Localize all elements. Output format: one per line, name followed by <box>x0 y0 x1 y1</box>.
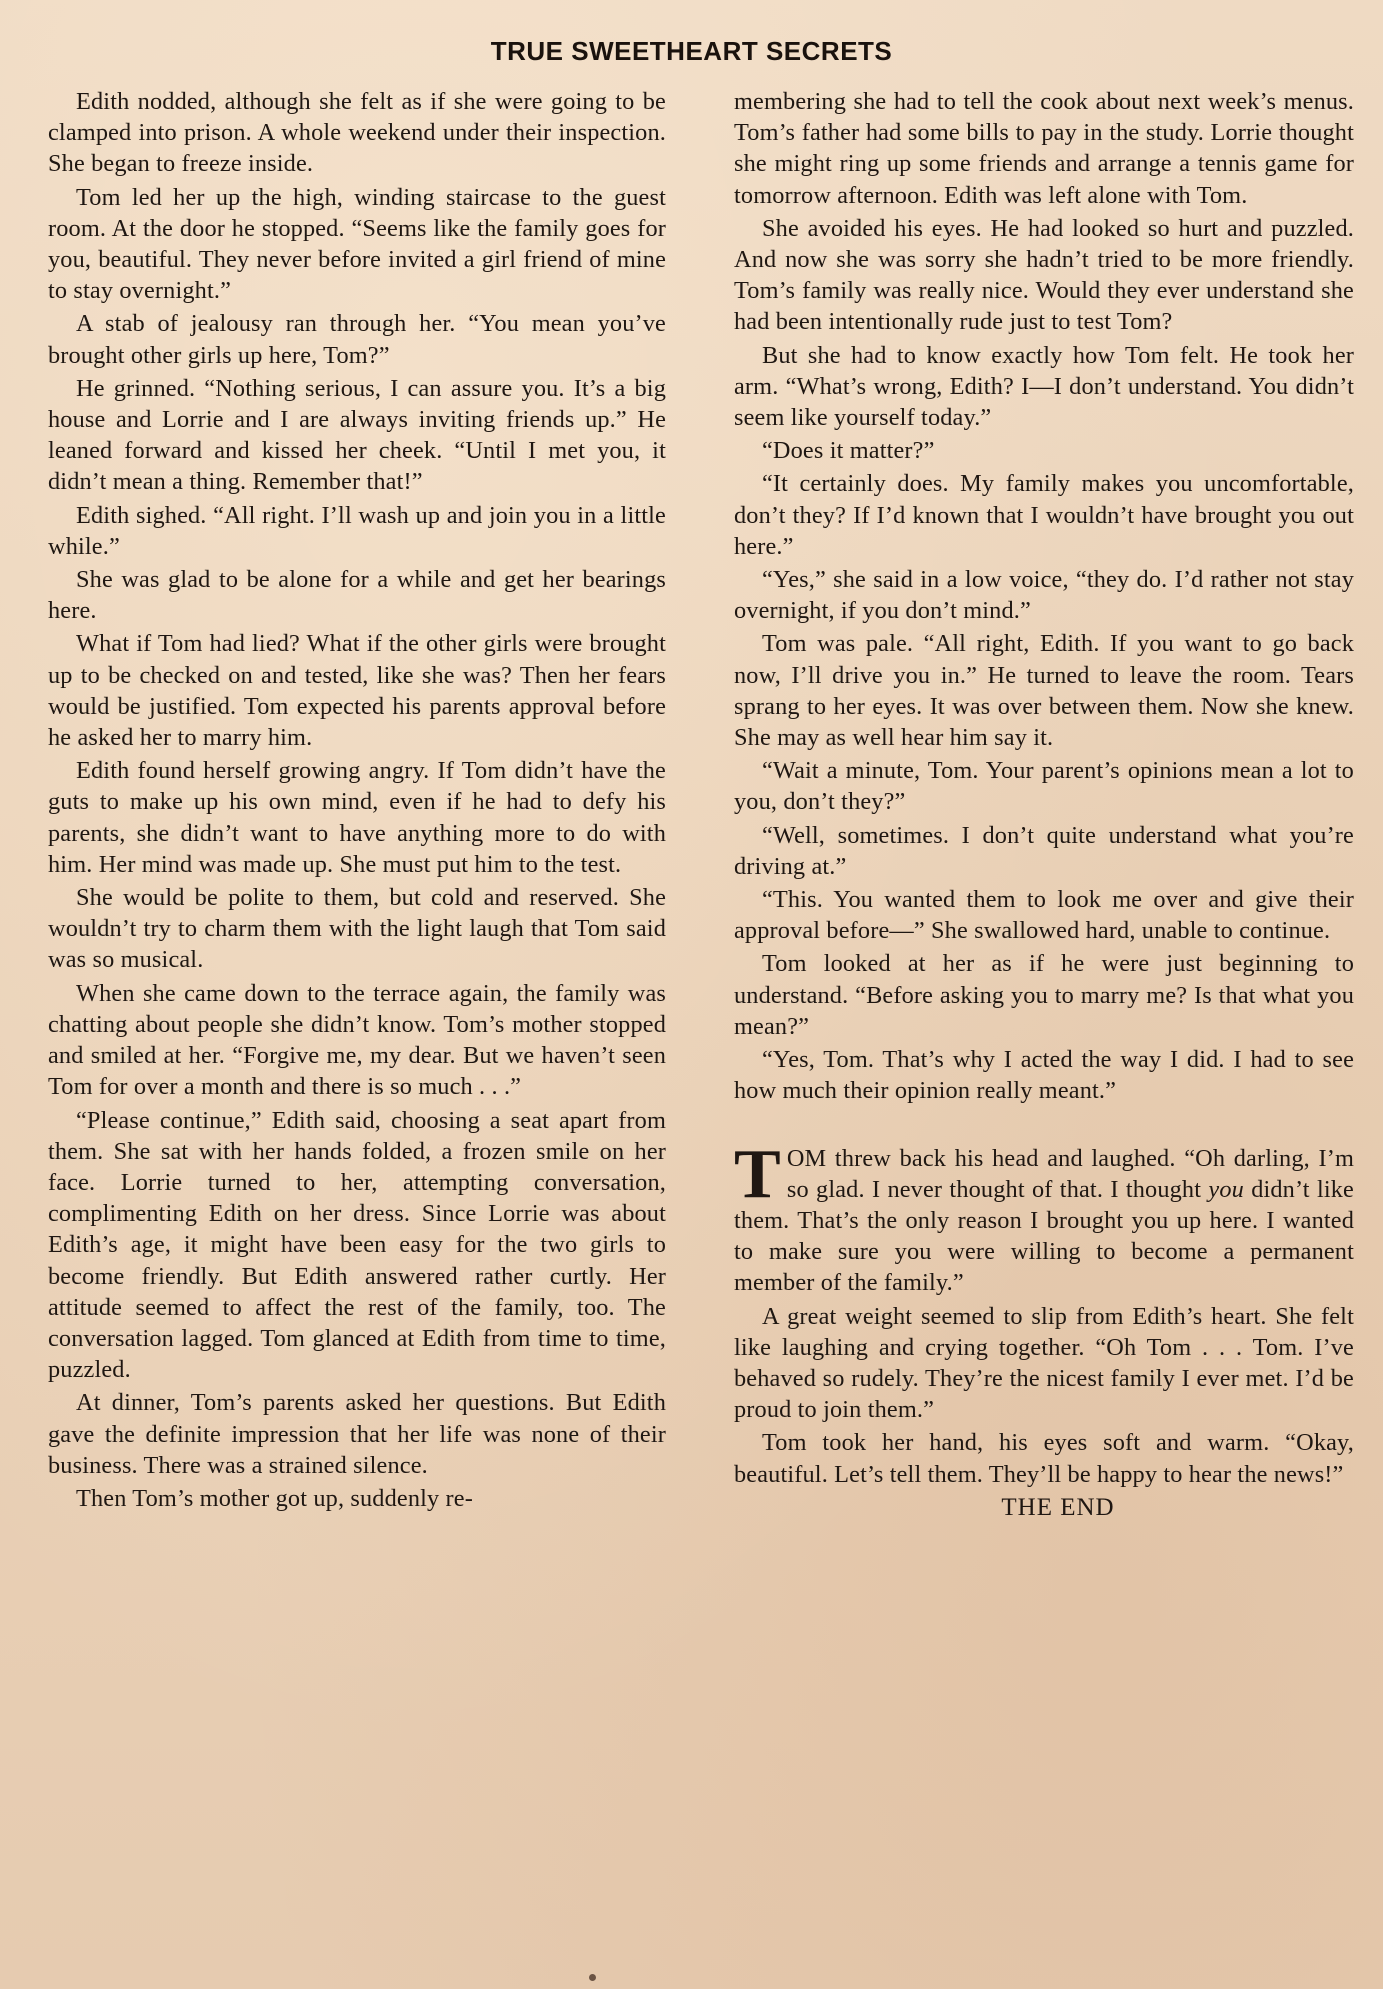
story-column-right <box>734 86 1354 1525</box>
page-header-title: TRUE SWEETHEART SECRETS <box>490 36 893 66</box>
paragraph: Tom looked at her as if he were just beginning to understand. “Before asking you to marry me? Is that what you mean?” <box>734 950 1354 1040</box>
paragraph: She was glad to be alone for a while and get her bearings here. <box>48 566 666 625</box>
paragraph: Tom took her hand, his eyes soft and warm. “Okay, beautiful. Let’s tell them. They’ll be happy to hear the news!” <box>734 1429 1354 1488</box>
paragraph: Edith found herself growing angry. If Tom didn’t have the guts to make up his own mind, even if he had to defy his parents, she didn’t want to have anything more to do with him. Her mind was made up. She must put him to the test. <box>48 757 666 878</box>
drop-cap-letter: T <box>734 1135 781 1213</box>
paragraph: He grinned. “Nothing serious, I can assure you. It’s a big house and Lorrie and I are always inviting friends up.” He leaned forward and kissed her cheek. “Until I met you, it didn’t mean a thing. Remember that!” <box>48 374 666 496</box>
paragraph: Tom was pale. “All right, Edith. If you want to go back now, I’ll drive you in.” He turned to leave the room. Tears sprang to her eyes. It was over between them. Now she knew. She may as well hear him say it. <box>734 630 1354 752</box>
paragraph: She avoided his eyes. He had looked so hurt and puzzled. And now she was sorry she hadn’t tried to be more friendly. Tom’s family was really nice. Would they ever understand she had been intentionally rude just to test Tom? <box>734 214 1354 336</box>
paragraph: “This. You wanted them to look me over and give their approval before—” She swallowed hard, unable to continue. <box>734 886 1354 945</box>
paragraph: Then Tom’s mother got up, suddenly re- <box>76 1484 473 1512</box>
paragraph: When she came down to the terrace again, the family was chatting about people she didn’t know. Tom’s mother stopped and smiled at her. “Forgive me, my dear. But we haven’t seen Tom for over a month and there is so much . . .” <box>48 979 666 1101</box>
paragraph: “Please continue,” Edith said, choosing a seat apart from them. She sat with her hands folded, a frozen smile on her face. Lorrie turned to her, attempting conversation, complimenting Edith on her dress. Since Lorrie was about Edith’s age, it might have been easy for the two girls to become friendly. But Edith answered rather curtly. Her attitude seemed to affect the rest of the family, too. The conversation lagged. Tom glanced at Edith from time to time, puzzled. <box>48 1106 666 1384</box>
paragraph: Tom led her up the high, winding staircase to the guest room. At the door he stopped. “Seems like the family goes for you, beautiful. They never before invited a girl friend of mine to stay overnight.” <box>48 183 666 305</box>
paragraph: “It certainly does. My family makes you uncomfortable, don’t they? If I’d known that I wouldn’t have brought you out here.” <box>734 470 1354 560</box>
paragraph: At dinner, Tom’s parents asked her questions. But Edith gave the definite impression that her life was none of their business. There was a strained silence. <box>48 1389 666 1479</box>
page-folio-mark <box>589 1974 596 1981</box>
paragraph: What if Tom had lied? What if the other girls were brought up to be checked on and tested, like she was? Then her fears would be justified. Tom expected his parents approval before he asked her to marry him. <box>48 630 666 752</box>
paragraph: Edith sighed. “All right. I’ll wash up and join you in a little while.” <box>48 501 666 560</box>
dropcap-text-pre: OM threw back his head and laughed. “Oh darling, I’m so glad. I never thought of that. I thought <box>786 1144 1354 1203</box>
paragraph: “Does it matter?” <box>762 437 935 465</box>
paragraph: “Yes, Tom. That’s why I acted the way I did. I had to see how much their opinion really meant.” <box>734 1046 1354 1105</box>
paragraph: “Yes,” she said in a low voice, “they do. I’d rather not stay overnight, if you don’t mind.” <box>734 566 1354 625</box>
paragraph-continued: membering she had to tell the cook about next week’s menus. Tom’s father had some bills to pay in the study. Lorrie thought she might ring up some friends and arrange a tennis game for tomorrow afternoon. Edith was left alone with Tom. <box>734 88 1354 209</box>
paragraph: “Wait a minute, Tom. Your parent’s opinions mean a lot to you, don’t they?” <box>734 757 1354 816</box>
dropcap-paragraph <box>734 1135 1354 1299</box>
dropcap-text-post: didn’t like them. That’s the only reason I brought you up here. I wanted to make sure you were willing to become a permanent member of the family.” <box>734 1175 1354 1297</box>
paragraph: Edith nodded, although she felt as if she were going to be clamped into prison. A whole weekend under their inspection. She began to freeze inside. <box>48 88 666 178</box>
paragraph: “Well, sometimes. I don’t quite understand what you’re driving at.” <box>734 821 1354 880</box>
story-column-left <box>48 86 666 1516</box>
the-end-label: THE END <box>1001 1493 1115 1521</box>
dropcap-text-emphasis: you <box>1208 1175 1244 1203</box>
paragraph: A stab of jealousy ran through her. “You mean you’ve brought other girls up here, Tom?” <box>48 310 666 369</box>
paragraph: But she had to know exactly how Tom felt. He took her arm. “What’s wrong, Edith? I—I don’t understand. You didn’t seem like yourself today.” <box>734 341 1354 432</box>
paragraph: A great weight seemed to slip from Edith’s heart. She felt like laughing and crying together. “Oh Tom . . . Tom. I’ve behaved so rudely. They’re the nicest family I ever met. I’d be proud to join them.” <box>734 1302 1354 1424</box>
paragraph: She would be polite to them, but cold and reserved. She wouldn’t try to charm them with the light laugh that Tom said was so musical. <box>48 884 666 974</box>
